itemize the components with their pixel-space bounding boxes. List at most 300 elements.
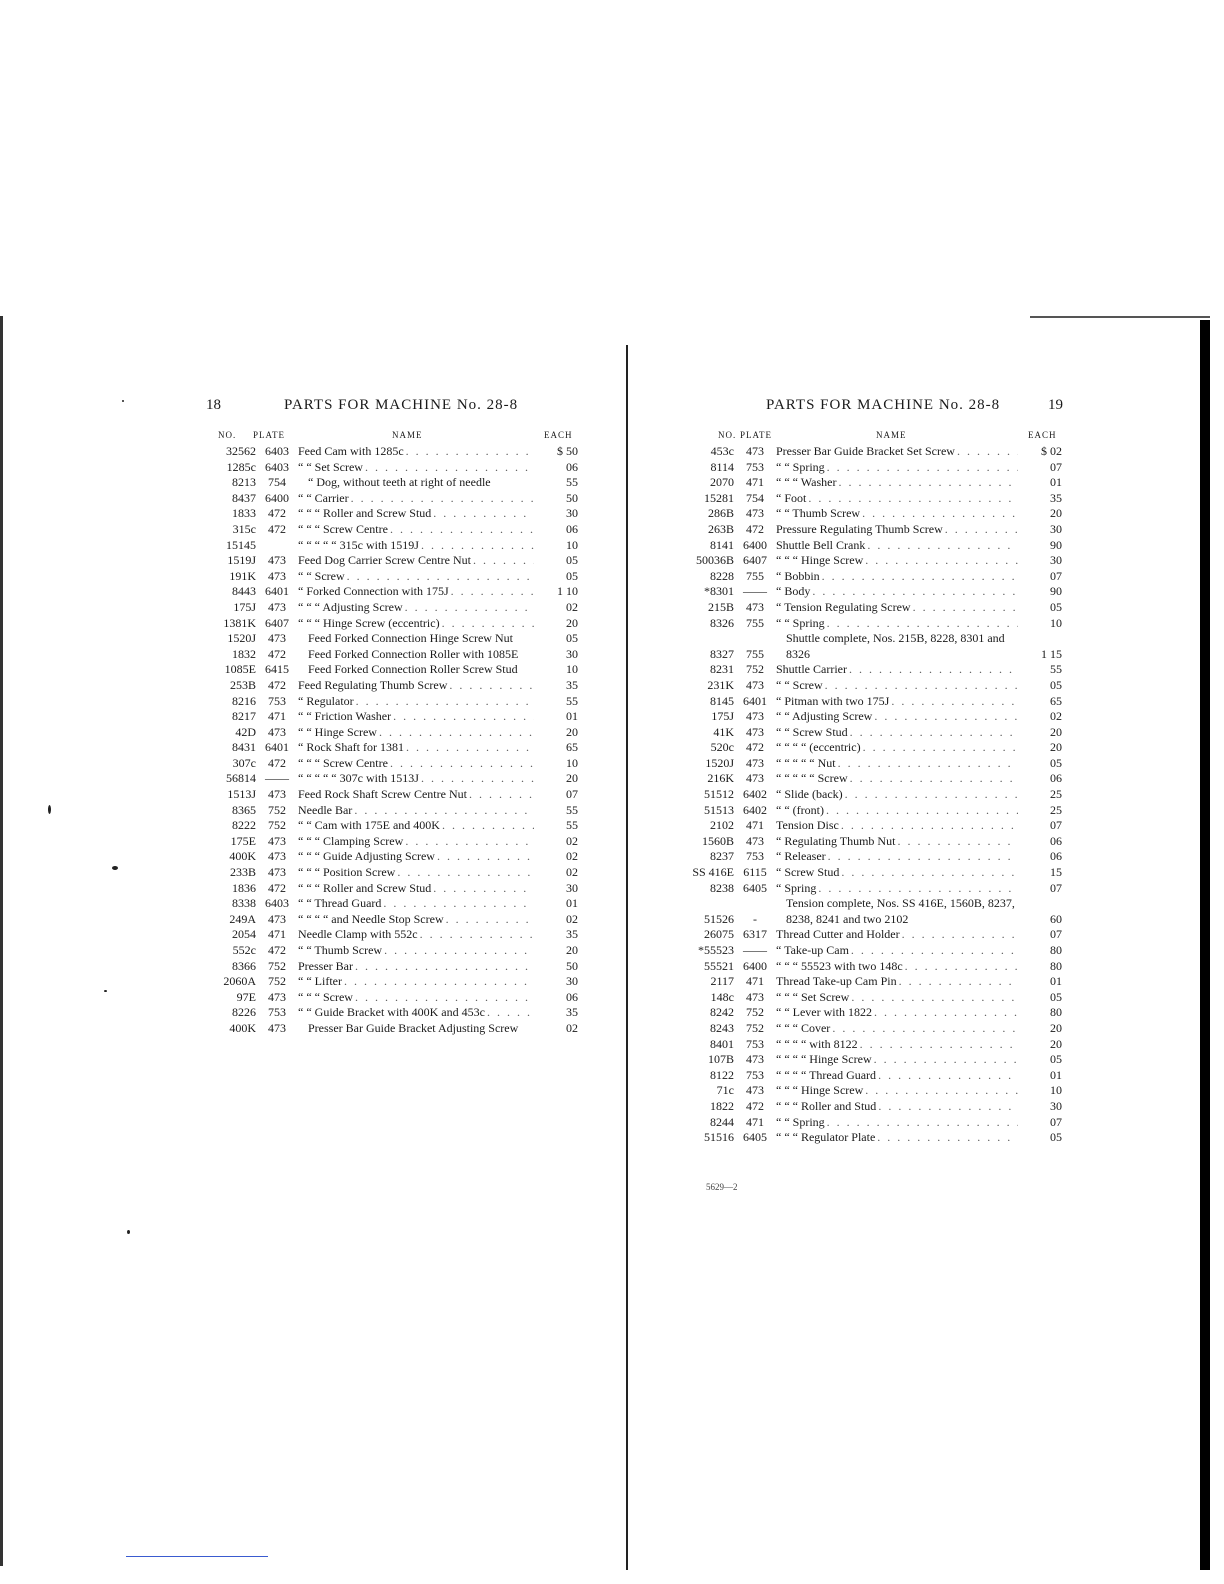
dot-leader	[431, 506, 534, 522]
part-number: *8301	[704, 584, 734, 599]
dot-leader	[897, 974, 1018, 990]
plate-number: 6401	[265, 740, 289, 755]
part-name-cell	[772, 818, 1018, 834]
part-price: 01	[566, 709, 578, 724]
plate-number: 753	[268, 693, 286, 708]
plate-number: 752	[746, 1005, 764, 1020]
part-name: “ Pitman with two 175J	[776, 693, 890, 708]
part-name: Presser Bar Guide Bracket Adjusting Screw	[308, 1020, 519, 1035]
table-row	[200, 818, 578, 834]
column-header-no: NO.	[718, 430, 737, 440]
dot-leader	[830, 1021, 1018, 1037]
part-name-cell	[772, 787, 1018, 803]
part-name-cell	[294, 584, 534, 600]
part-name: “ “ (front)	[776, 802, 824, 817]
column-header-plate: PLATE	[740, 430, 772, 440]
table-row	[678, 553, 1062, 569]
table-row	[200, 959, 578, 975]
part-price: 60	[1050, 911, 1062, 926]
table-row	[200, 803, 578, 819]
dot-leader	[449, 584, 534, 600]
dot-leader	[349, 491, 534, 507]
part-name-cell	[772, 506, 1018, 522]
dot-leader	[820, 569, 1018, 585]
part-price: 02	[566, 599, 578, 614]
part-name: “ Slide (back)	[776, 787, 843, 802]
part-number: 8141	[710, 537, 734, 552]
plate-number: 473	[746, 833, 764, 848]
table-row	[200, 475, 578, 491]
column-header-plate: PLATE	[253, 430, 285, 440]
part-number: 315c	[232, 521, 256, 536]
dot-leader	[485, 1005, 534, 1021]
part-number: 8222	[232, 818, 256, 833]
part-name: “ “ “ “ “ 315c with 1519J	[298, 537, 419, 552]
part-name: “ “ Spring	[776, 459, 825, 474]
part-number: 8226	[232, 1005, 256, 1020]
table-row	[200, 600, 578, 616]
part-name-cell	[772, 756, 1018, 772]
right-page	[628, 0, 1224, 1584]
plate-number: 473	[268, 833, 286, 848]
part-name: “ “ “ 55523 with two 148c	[776, 958, 903, 973]
part-name: “ “ “ “ “ Screw	[776, 771, 848, 786]
plate-number: 753	[268, 1005, 286, 1020]
part-number: *55523	[698, 943, 734, 957]
plate-number: 6115	[743, 865, 767, 880]
part-number: 15145	[226, 537, 256, 552]
plate-number: 752	[268, 974, 286, 989]
table-row	[200, 709, 578, 725]
part-name: Feed Regulating Thumb Screw	[298, 677, 448, 692]
part-name-cell	[294, 974, 534, 990]
part-name-cell	[772, 709, 1018, 725]
dot-leader	[419, 771, 534, 787]
part-price: 07	[1050, 927, 1062, 942]
part-number: 233B	[229, 865, 256, 880]
part-name: “ Dog, without teeth at right of needle	[308, 475, 491, 490]
part-name: Pressure Regulating Thumb Screw	[776, 521, 943, 536]
table-row	[678, 1130, 1062, 1146]
part-name-cell	[772, 1083, 1018, 1099]
dot-leader	[895, 834, 1018, 850]
dot-leader	[872, 1005, 1018, 1021]
part-number: 32562	[226, 444, 256, 458]
part-number: 8326	[710, 615, 734, 630]
dot-leader	[440, 818, 534, 834]
part-price: 30	[566, 506, 578, 521]
part-price: 1 15	[1041, 646, 1062, 661]
part-price: 25	[1050, 787, 1062, 802]
part-name-cell	[772, 662, 1018, 678]
part-name-cell	[772, 1130, 1018, 1146]
table-row	[200, 491, 578, 507]
part-price: 55	[566, 693, 578, 708]
dot-leader	[839, 818, 1018, 834]
part-price: 55	[566, 802, 578, 817]
part-name: “ Bobbin	[776, 568, 820, 583]
part-name-cell	[294, 460, 534, 476]
part-name: Feed Forked Connection Roller with 1085E	[308, 646, 519, 661]
table-row	[200, 616, 578, 632]
part-price: 10	[566, 755, 578, 770]
part-name-cell	[772, 538, 1018, 554]
dot-leader	[419, 538, 534, 554]
part-number: 1560B	[701, 833, 734, 848]
part-number: 8213	[232, 475, 256, 490]
part-name: “ “ Spring	[776, 615, 825, 630]
part-number: 8401	[710, 1036, 734, 1051]
part-price: 35	[566, 677, 578, 692]
table-row	[678, 694, 1062, 710]
part-name: “ Take-up Cam	[776, 943, 849, 957]
part-name: Thread Cutter and Holder	[776, 927, 900, 942]
plate-number: 472	[268, 943, 286, 957]
plate-number: 754	[268, 475, 286, 490]
table-row	[200, 444, 578, 460]
plate-number: 472	[746, 521, 764, 536]
part-name: Feed Cam with 1285c	[298, 444, 404, 458]
dot-leader	[875, 1130, 1018, 1146]
plate-number: 6403	[265, 896, 289, 911]
part-price: 55	[1050, 662, 1062, 677]
plate-number: 6415	[265, 662, 289, 677]
part-price: 10	[1050, 615, 1062, 630]
part-number: 8437	[232, 490, 256, 505]
part-name-cell	[772, 849, 1018, 865]
part-name: “ “ Thread Guard	[298, 896, 382, 911]
plate-number: 472	[268, 646, 286, 661]
part-price: 90	[1050, 584, 1062, 599]
part-name-cell	[772, 460, 1018, 476]
plate-number: 6402	[743, 787, 767, 802]
dot-leader	[903, 959, 1018, 975]
table-row	[678, 787, 1062, 803]
plate-number: 473	[268, 599, 286, 614]
part-name: “ “ “ Washer	[776, 475, 837, 490]
part-name-cell	[294, 631, 534, 647]
plate-number: 6407	[743, 553, 767, 568]
dot-leader	[467, 787, 534, 803]
part-price: 50	[566, 490, 578, 505]
dot-leader	[872, 1052, 1018, 1068]
table-row	[678, 1068, 1062, 1084]
part-number: 51526	[704, 911, 734, 926]
dot-leader	[440, 616, 534, 632]
part-name: Presser Bar	[298, 958, 353, 973]
dot-leader	[955, 444, 1018, 460]
part-name: “ “ “ Adjusting Screw	[298, 599, 403, 614]
part-price: 20	[566, 943, 578, 957]
dot-leader	[381, 896, 534, 912]
part-name: Presser Bar Guide Bracket Set Screw	[776, 444, 955, 458]
part-number: 249A	[229, 911, 256, 926]
part-name-cell	[294, 506, 534, 522]
part-number: 8243	[710, 1020, 734, 1035]
part-name: “ Tension Regulating Screw	[776, 599, 911, 614]
part-number: 2070	[710, 475, 734, 490]
dot-leader	[826, 849, 1018, 865]
part-name-cell	[772, 616, 1018, 632]
plate-number: 471	[268, 927, 286, 942]
part-name: “ Regulator	[298, 693, 354, 708]
table-row	[678, 865, 1062, 881]
part-price: 20	[566, 615, 578, 630]
part-name: “ Spring	[776, 880, 817, 895]
part-price: 80	[1050, 943, 1062, 957]
part-number: 253B	[229, 677, 256, 692]
dot-leader	[444, 912, 534, 928]
part-price: 07	[1050, 568, 1062, 583]
part-price: 35	[566, 927, 578, 942]
part-number: 97E	[236, 989, 256, 1004]
part-name: “ “ “ “ (eccentric)	[776, 740, 861, 755]
part-name-cell	[294, 896, 534, 912]
part-number: 148c	[710, 989, 734, 1004]
plate-number: 473	[746, 989, 764, 1004]
table-row	[200, 912, 578, 928]
part-price: 02	[566, 833, 578, 848]
part-number: 286B	[707, 506, 734, 521]
part-number: 1822	[710, 1098, 734, 1113]
part-name-cell	[294, 522, 534, 538]
part-price: 06	[1050, 771, 1062, 786]
part-price: 07	[1050, 459, 1062, 474]
plate-number: 473	[746, 599, 764, 614]
part-name: “ Releaser	[776, 849, 826, 864]
part-name-cell	[772, 491, 1018, 507]
dot-leader	[388, 522, 534, 538]
plate-number: 472	[268, 521, 286, 536]
table-row	[678, 959, 1062, 975]
part-number: 552c	[232, 943, 256, 957]
dot-leader	[404, 740, 534, 756]
part-name-cell	[294, 1005, 534, 1021]
part-name: Needle Clamp with 552c	[298, 927, 418, 942]
part-number: 8242	[710, 1005, 734, 1020]
part-number: 8237	[710, 849, 734, 864]
part-price: 65	[1050, 693, 1062, 708]
table-row	[678, 600, 1062, 616]
part-name-cell	[294, 881, 534, 897]
plate-number: 473	[268, 631, 286, 646]
part-number: 55521	[704, 958, 734, 973]
part-name: “ “ Thumb Screw	[776, 506, 861, 521]
part-name-cell	[772, 959, 1018, 975]
part-number: 51516	[704, 1130, 734, 1145]
part-name: “ Body	[776, 584, 811, 599]
part-price: 20	[1050, 724, 1062, 739]
part-name-cell	[294, 990, 534, 1006]
part-name-cell	[294, 818, 534, 834]
part-price: 30	[1050, 521, 1062, 536]
part-name-cell	[772, 740, 1018, 756]
table-row	[678, 818, 1062, 834]
dot-leader	[825, 616, 1018, 632]
part-name: “ “ “ Screw Centre	[298, 755, 388, 770]
plate-number: 473	[268, 865, 286, 880]
part-price: 20	[1050, 506, 1062, 521]
part-name: Feed Dog Carrier Screw Centre Nut	[298, 553, 471, 568]
part-name: “ “ “ “ Thread Guard	[776, 1067, 877, 1082]
dot-leader	[404, 444, 534, 460]
part-number: 215B	[707, 599, 734, 614]
table-row	[678, 1021, 1062, 1037]
part-name: “ “ “ Regulator Plate	[776, 1130, 876, 1145]
table-row	[678, 1005, 1062, 1021]
part-number: 51512	[704, 787, 734, 802]
table-row	[678, 709, 1062, 725]
page-header: PARTS FOR MACHINE No. 28-8	[766, 397, 1001, 413]
part-number: 8244	[710, 1114, 734, 1129]
dot-leader	[391, 709, 534, 725]
plate-number: 473	[746, 444, 764, 458]
part-name-cell	[294, 569, 534, 585]
part-number: 8443	[232, 584, 256, 599]
table-row	[678, 491, 1062, 507]
column-header-each: EACH	[544, 430, 573, 440]
page-number: 18	[206, 397, 221, 413]
plate-number: 473	[746, 755, 764, 770]
part-price: 1 10	[557, 584, 578, 599]
part-name-cell	[772, 1052, 1018, 1068]
part-number: 1833	[232, 506, 256, 521]
plate-number: 6401	[743, 693, 767, 708]
part-number: 1285c	[226, 459, 256, 474]
part-name-cell	[294, 616, 534, 632]
part-name-cell	[294, 787, 534, 803]
dot-leader	[825, 460, 1018, 476]
part-price: 15	[1050, 865, 1062, 880]
table-row	[200, 943, 578, 959]
part-price: 05	[1050, 989, 1062, 1004]
part-number: 56814	[226, 771, 256, 786]
part-price: 06	[566, 521, 578, 536]
plate-number: 752	[268, 958, 286, 973]
plate-number: 473	[268, 787, 286, 802]
plate-number: 473	[746, 771, 764, 786]
part-name: “ “ Lever with 1822	[776, 1005, 872, 1020]
plate-number: 473	[268, 911, 286, 926]
table-row	[678, 725, 1062, 741]
table-row	[678, 444, 1062, 460]
part-number: 175E	[230, 833, 256, 848]
part-price: 20	[1050, 1036, 1062, 1051]
table-row	[200, 1021, 578, 1037]
plate-number: 473	[746, 1052, 764, 1067]
part-price: 02	[566, 911, 578, 926]
part-name-cell	[294, 943, 534, 959]
table-row	[200, 865, 578, 881]
part-price: 10	[566, 537, 578, 552]
part-number: 1381K	[223, 615, 256, 630]
column-header-no: NO.	[218, 430, 237, 440]
table-row	[678, 974, 1062, 990]
dot-leader	[806, 491, 1018, 507]
part-price: 30	[1050, 1098, 1062, 1113]
page-number: 19	[1048, 397, 1063, 413]
part-name-cell	[772, 974, 1018, 990]
part-price: 35	[1050, 490, 1062, 505]
dot-leader	[839, 865, 1018, 881]
plate-number: 473	[268, 724, 286, 739]
table-row	[200, 584, 578, 600]
dot-leader	[418, 927, 534, 943]
part-price: 01	[1050, 1067, 1062, 1082]
dot-leader	[395, 865, 534, 881]
part-name-cell	[772, 1037, 1018, 1053]
part-price: 07	[1050, 818, 1062, 833]
part-number: 2102	[710, 818, 734, 833]
part-name-cell	[294, 959, 534, 975]
part-name: “ “ “ Roller and Stud	[776, 1098, 877, 1113]
part-number: 42D	[235, 724, 256, 739]
part-price: 50	[566, 958, 578, 973]
part-name: “ “ “ “ Hinge Screw	[776, 1052, 872, 1067]
part-price: 07	[1050, 1114, 1062, 1129]
part-name: “ Forked Connection with 175J	[298, 584, 449, 599]
part-price: 02	[566, 1020, 578, 1035]
part-name-cell	[772, 1021, 1018, 1037]
table-row	[200, 522, 578, 538]
part-name: Shuttle Carrier	[776, 662, 847, 677]
part-price: 80	[1050, 958, 1062, 973]
table-row	[200, 694, 578, 710]
part-name-cell	[294, 553, 534, 569]
table-row	[200, 990, 578, 1006]
plate-number: 473	[268, 989, 286, 1004]
part-name-cell	[294, 865, 534, 881]
part-name: “ Rock Shaft for 1381	[298, 740, 404, 755]
dot-leader	[836, 475, 1018, 491]
part-number: 51513	[704, 802, 734, 817]
plate-number: -	[753, 911, 757, 926]
part-price: 30	[566, 974, 578, 989]
part-price: 06	[1050, 833, 1062, 848]
dot-leader	[943, 522, 1018, 538]
part-name: “ “ Thumb Screw	[298, 943, 383, 957]
table-row	[678, 990, 1062, 1006]
dot-leader	[843, 787, 1018, 803]
part-price: 20	[566, 771, 578, 786]
table-row	[200, 662, 578, 678]
part-price: 80	[1050, 1005, 1062, 1020]
part-number: 2054	[232, 927, 256, 942]
table-row	[678, 1083, 1062, 1099]
part-name-cell	[772, 1115, 1018, 1131]
table-row	[678, 631, 1062, 662]
part-name: “ “ Screw Stud	[776, 724, 848, 739]
column-header-name: NAME	[392, 430, 423, 440]
plate-number: 6403	[265, 459, 289, 474]
part-name-cell	[772, 678, 1018, 694]
part-number: 8431	[232, 740, 256, 755]
dot-leader	[849, 943, 1018, 959]
plate-number: 472	[268, 755, 286, 770]
part-number: 231K	[707, 677, 734, 692]
part-name: “ “ “ Roller and Screw Stud	[298, 506, 432, 521]
plate-number: 755	[746, 615, 764, 630]
part-price: 30	[566, 646, 578, 661]
dot-leader	[352, 803, 534, 819]
part-number: 8145	[710, 693, 734, 708]
part-price: 10	[566, 662, 578, 677]
dot-leader	[435, 849, 534, 865]
table-row	[200, 1005, 578, 1021]
table-row	[678, 662, 1062, 678]
part-number: 8327	[710, 646, 734, 661]
part-name: “ “ “ Hinge Screw (eccentric)	[298, 615, 440, 630]
